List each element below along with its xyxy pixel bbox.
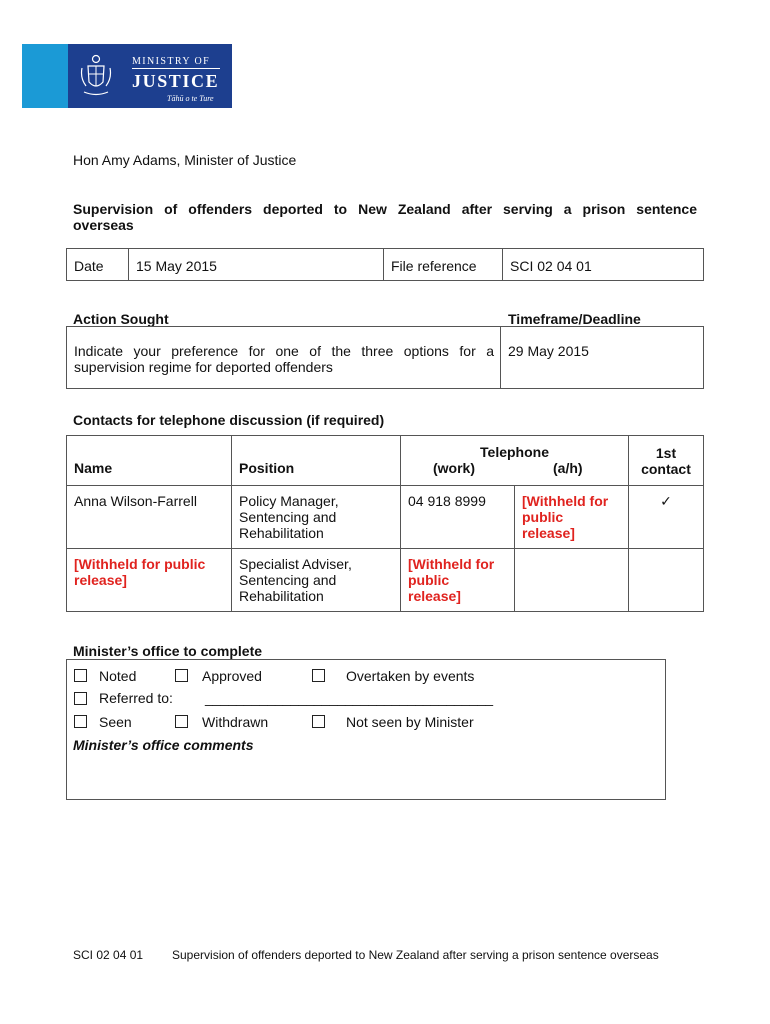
contacts-table	[66, 435, 704, 612]
ministry-logo	[68, 44, 232, 108]
header-first-contact-line-2: contact	[641, 461, 691, 477]
contact-1-ah-line-2: public	[522, 509, 564, 525]
noted-label: Noted	[99, 668, 137, 684]
contact-2-name-line-2: release]	[74, 572, 127, 588]
referred-checkbox[interactable]	[74, 692, 87, 705]
overtaken-label: Overtaken by events	[346, 668, 475, 684]
date-label: Date	[67, 249, 129, 281]
contact-1-ah-line-1: [Withheld for	[522, 493, 609, 509]
contacts-heading: Contacts for telephone discussion (if required)	[73, 412, 385, 428]
deadline-heading: Timeframe/Deadline	[508, 311, 641, 327]
footer-reference: SCI 02 04 01	[73, 948, 144, 962]
contact-1-name	[67, 486, 232, 549]
contact-2-position-line-3: Rehabilitation	[239, 588, 324, 604]
subject-title	[73, 201, 697, 233]
contact-2-position-line-2: Sentencing and	[239, 572, 337, 588]
contact-2-position	[232, 549, 401, 612]
logo-text-maori: Tāhū o te Ture	[167, 94, 214, 103]
header-name: Name	[67, 436, 232, 486]
withdrawn-checkbox[interactable]	[175, 715, 188, 728]
contact-1-first-contact	[629, 486, 704, 549]
header-work: (work)	[433, 460, 475, 476]
contact-2-work-line-2: public	[408, 572, 450, 588]
not-seen-checkbox[interactable]	[312, 715, 325, 728]
checkmark-icon: ✓	[660, 493, 672, 509]
contact-1-ah-phone	[515, 486, 629, 549]
office-heading: Minister’s office to complete	[73, 643, 263, 659]
contact-1-position-line-3: Rehabilitation	[239, 525, 324, 541]
approved-checkbox[interactable]	[175, 669, 188, 682]
addressee: Hon Amy Adams, Minister of Justice	[73, 152, 297, 168]
contact-1-position-line-2: Sentencing and	[239, 509, 337, 525]
contact-2-work-line-1: [Withheld for	[408, 556, 495, 572]
seen-label: Seen	[99, 714, 132, 730]
header-telephone-label: Telephone	[480, 444, 549, 460]
action-sought-heading: Action Sought	[73, 311, 169, 327]
deadline-value: 29 May 2015	[501, 327, 704, 389]
subject-line-2: overseas	[73, 217, 134, 233]
action-text	[67, 327, 501, 389]
contact-2-name	[67, 549, 232, 612]
header-ah: (a/h)	[553, 460, 583, 476]
file-reference-label: File reference	[384, 249, 503, 281]
logo-rule	[132, 68, 220, 69]
contact-1-position-line-1: Policy Manager,	[239, 493, 339, 509]
file-reference-value: SCI 02 04 01	[503, 249, 704, 281]
withdrawn-label: Withdrawn	[202, 714, 269, 730]
subject-line-1: Supervision of offenders deported to New Zealand after serving a prison sentence	[73, 201, 697, 217]
contact-1-work-phone	[401, 486, 515, 549]
header-telephone	[401, 436, 629, 486]
header-position: Position	[232, 436, 401, 486]
contact-2-work-phone	[401, 549, 515, 612]
office-comments-label: Minister’s office comments	[73, 737, 254, 753]
action-text-line-2: supervision regime for deported offenders	[74, 359, 333, 375]
header-first-contact	[629, 436, 704, 486]
footer-title: Supervision of offenders deported to New Zealand after serving a prison sentence overseas	[172, 948, 659, 962]
logo-text-ministry-of: MINISTRY OF	[132, 56, 211, 67]
contact-2-first-contact	[629, 549, 704, 612]
overtaken-checkbox[interactable]	[312, 669, 325, 682]
coat-of-arms-icon	[80, 54, 112, 98]
referred-to-field[interactable]: _____________________________________	[205, 690, 494, 706]
action-text-line-1: Indicate your preference for one of the three options for a	[74, 343, 494, 359]
not-seen-label: Not seen by Minister	[346, 714, 474, 730]
logo-text-justice: JUSTICE	[132, 71, 220, 91]
date-value: 15 May 2015	[129, 249, 384, 281]
header-first-contact-line-1: 1st	[655, 445, 677, 461]
contact-2-position-line-1: Specialist Adviser,	[239, 556, 352, 572]
contact-2-work-line-3: release]	[408, 588, 461, 604]
referred-label: Referred to:	[99, 690, 173, 706]
contact-1-work-phone-line: 04 918 8999	[408, 493, 486, 509]
seen-checkbox[interactable]	[74, 715, 87, 728]
action-table	[66, 326, 704, 389]
logo-accent-stripe	[22, 44, 68, 108]
contact-1-name-line: Anna Wilson-Farrell	[74, 493, 197, 509]
contact-1-position	[232, 486, 401, 549]
noted-checkbox[interactable]	[74, 669, 87, 682]
contact-1-ah-line-3: release]	[522, 525, 575, 541]
contact-2-name-line-1: [Withheld for public	[74, 556, 206, 572]
contact-2-ah-phone	[515, 549, 629, 612]
meta-table	[66, 248, 704, 281]
approved-label: Approved	[202, 668, 262, 684]
